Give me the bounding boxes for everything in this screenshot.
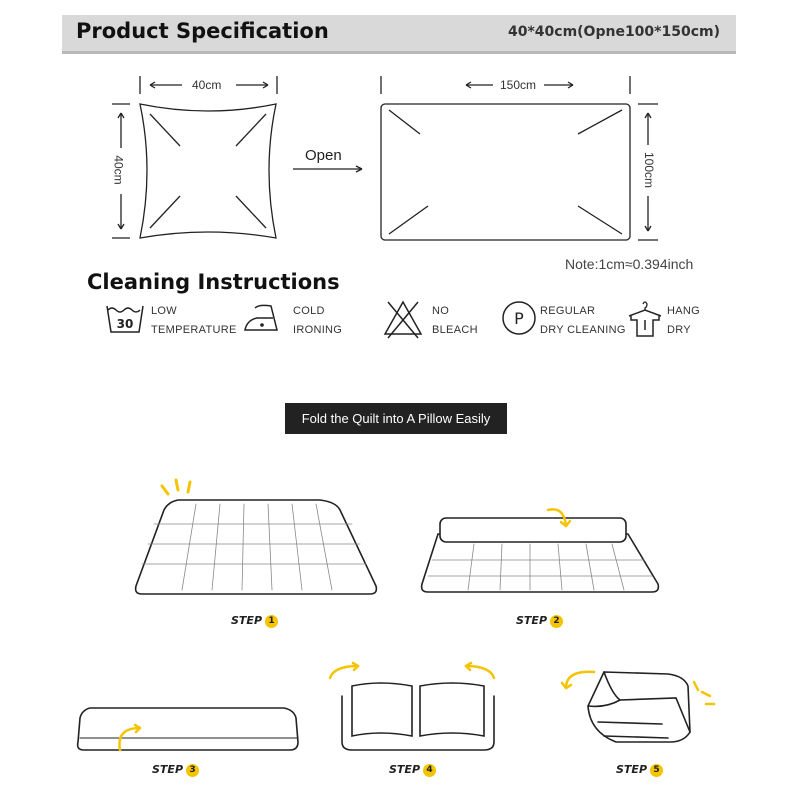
care-line: DRY CLEANING [540,324,626,336]
size-label: 40*40cm(Opne100*150cm) [507,24,720,40]
step-2-label [516,614,563,628]
step-number-badge: 2 [550,615,563,628]
hang-dry-icon [627,298,663,338]
care-line: IRONING [293,324,343,336]
pillow-corner-line [236,196,266,228]
pillow-corner-line [236,114,266,146]
care-line: DRY [667,324,691,336]
dry-clean-badge: P [514,309,524,328]
care-text [432,302,478,340]
care-line: COLD [293,305,325,317]
step-4-label [389,763,436,777]
care-item-hang [627,298,717,344]
quilt-width-label: 150cm [500,78,537,92]
wash-30-icon [105,298,145,338]
step-number-badge: 5 [650,764,663,777]
care-text [540,302,626,340]
spec-diagram [0,0,800,260]
care-line: BLEACH [432,324,478,336]
iron-icon [241,298,285,338]
step-1-illustration [136,480,377,594]
care-text [667,302,700,340]
step-word: STEP [516,614,548,627]
step-number-badge: 1 [265,615,278,628]
step-3-label [152,763,199,777]
step-number-badge: 3 [186,764,199,777]
unit-note: Note:1cm≈0.394inch [565,256,694,272]
step-1-label [231,614,278,628]
step-number-badge: 4 [423,764,436,777]
pillow-height-label: 40cm [111,155,126,185]
care-item-wash [105,298,235,344]
quilt-corner-line [578,110,622,134]
quilt-shape [381,104,630,240]
dry-clean-icon [500,298,540,338]
pillow-shape [140,104,276,238]
step-2-illustration [422,509,659,592]
pillow-corner-line [150,114,180,146]
open-label: Open [305,147,342,164]
step-word: STEP [231,614,263,627]
step-4-illustration [330,663,494,750]
care-text [151,302,237,340]
step-word: STEP [616,763,648,776]
care-line: LOW [151,305,177,317]
quilt-corner-line [578,206,622,234]
quilt-corner-line [389,206,428,234]
step-3-illustration [78,708,298,750]
care-item-dryclean [500,298,630,344]
pillow-width-label: 40cm [192,78,222,92]
quilt-corner-line [389,110,420,134]
care-line: REGULAR [540,305,596,317]
cleaning-title: Cleaning Instructions [87,270,340,294]
care-line: HANG [667,305,700,317]
quilt-height-label: 100cm [642,151,657,189]
care-text [293,302,342,340]
step-5-illustration [562,672,714,742]
step-word: STEP [152,763,184,776]
step-5-label [616,763,663,777]
page-title: Product Specification [76,19,329,43]
care-item-bleach [382,298,492,344]
wash-temp-badge: 30 [116,317,134,331]
no-bleach-icon [382,298,424,340]
pillow-corner-line [150,196,180,228]
fold-banner: Fold the Quilt into A Pillow Easily [285,403,507,434]
care-item-iron [241,298,361,344]
care-line: NO [432,305,450,317]
care-line: TEMPERATURE [151,324,237,336]
fold-illustrations [0,460,800,800]
step-word: STEP [389,763,421,776]
